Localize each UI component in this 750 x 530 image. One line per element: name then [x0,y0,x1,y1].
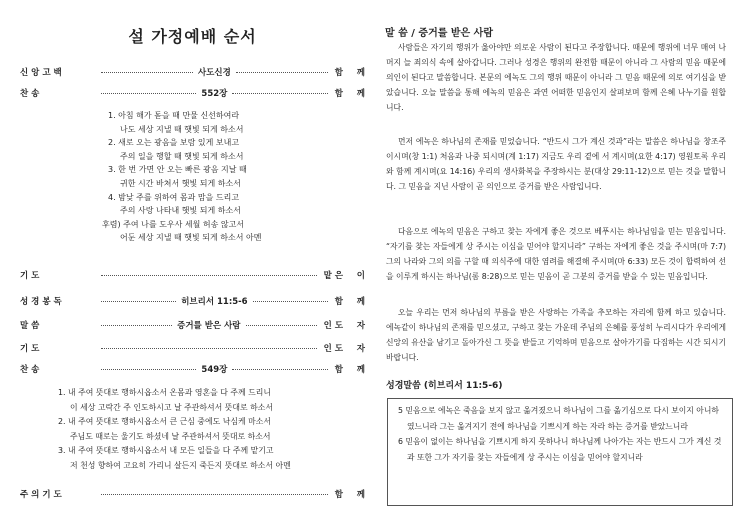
order-label: 주 의 기 도 [20,490,62,500]
hymn-line: 4. 밤낮 주를 위하여 몸과 맘을 드리고 [108,192,240,202]
hymn-line: 저 천성 향하여 고요히 가리니 살든지 죽든지 뜻대로 하소서 아멘 [70,460,291,470]
order-label: 성 경 봉 독 [20,297,62,307]
leader-dots [101,494,328,495]
order-row-hymn-2 [20,362,365,376]
order-label: 말 씀 [20,321,40,331]
order-row-confession [20,65,365,79]
order-performer-end: 자 [356,321,366,331]
hymn-line: 주의 일을 행할 때 햇빛 되게 하소서 [120,151,244,161]
hymn-line: 주님도 때로는 울기도 하셨네 날 주관하셔서 뜻대로 하소서 [70,431,271,441]
order-performer: 맡 은 [323,271,343,281]
hymn-line: 어둔 세상 지낼 때 햇빛 되게 하소서 아멘 [120,233,262,243]
order-performer: 함 [334,89,343,99]
scripture-verse: 6 믿음이 없이는 하나님을 기쁘시게 하지 못하나니 하나님께 나아가는 자는 반드시 그가 계신 것과 또한 그가 자기를 찾는 자들에게 상 주시는 이심을 믿어야 할지니라 [398,437,722,462]
leader-dots [232,93,327,94]
order-performer-end: 께 [356,68,366,78]
leader-dots [101,348,317,349]
leader-dots [101,275,317,276]
order-label: 기 도 [20,271,40,281]
leader-dots [101,369,196,370]
order-item: 549장 [201,365,228,375]
hymn-line: 1. 내 주여 뜻대로 행하시옵소서 온몸과 영혼을 다 주께 드리니 [58,388,272,397]
order-item: 552장 [201,89,228,99]
order-row-prayer [20,268,365,282]
sermon-paragraph: 먼저 에녹은 하나님의 존재를 믿었습니다. “반드시 그가 계신 것과”라는 말씀은 하나님을 창조주이시며(창 1:1) 처음과 나중 되시며(계 1:17) 지금도 우리 곁에 서 계시며(요한 4:17) 영원토록 우리와 함께 계시며(요 14:16) 우리의 생사화복을 주장하시는 분(대상 29:11-12)으로 믿는 것을 말합니다. 그 믿음을 지닌 사람이 곧 의인으로 증거를 받은 사람입니다. [386,137,726,192]
leader-dots [101,325,172,326]
hymn-line: 2. 새로 오는 광음을 보람 있게 보내고 [108,138,240,148]
order-performer-end: 께 [356,490,365,500]
order-performer-end: 께 [356,365,365,375]
order-row-prayer-2 [20,341,365,355]
hymn-line: 2. 내 주여 뜻대로 행하시옵소서 큰 근심 중에도 낙심케 마소서 [58,417,272,427]
hymn-line: 1. 아침 해가 돋을 때 만물 신선하여라 [108,111,240,120]
order-performer: 함 [334,490,343,500]
order-row-reading [20,294,365,308]
scripture-verse: 5 믿음으로 에녹은 죽음을 보지 않고 옮겨졌으니 하나님이 그를 옮기심으로 다시 보이지 아니하였느니라 그는 옮겨지기 전에 하나님을 기쁘시게 하는 자라 하는 증거를 받았느니라 [398,406,719,431]
order-item: 증거를 받은 사람 [177,321,241,331]
hymn-549-lyrics [58,386,291,474]
hymn-line: 나도 세상 지낼 때 햇빛 되게 하소서 [120,124,244,134]
scripture-box [387,398,733,506]
leader-dots [236,72,328,73]
order-performer: 인 도 [323,344,343,354]
order-label: 신 앙 고 백 [20,68,62,78]
sermon-paragraph: 사람들은 자기의 행위가 옳아야만 의로운 사람이 된다고 주장합니다. 때문에 행위에 너무 매여 나머지 늘 죄의식 속에 살아갑니다. 그러나 성경은 행위의 완전함 때문이 아니라 그 사람의 믿음 때문에 의인이 된다고 말씀합니다. 본문의 에녹도 그의 행위 때문이 아니라 그 믿음 때문에 의로 여기심을 받았습니다. 오늘 말씀을 통해 에녹의 믿음은 과연 어떠한 믿음인지 살펴보며 함께 은혜 나누기를 원합니다. [386,43,726,113]
order-label: 찬 송 [20,89,40,99]
order-performer: 함 [334,68,344,78]
order-performer-end: 께 [356,297,366,307]
leader-dots [101,93,196,94]
leader-dots [232,369,327,370]
order-performer-end: 이 [356,271,365,281]
order-label: 기 도 [20,344,40,354]
order-performer: 함 [334,297,344,307]
hymn-line: 후렴) 주여 나를 도우사 세월 허송 않고서 [102,219,245,229]
order-performer-end: 자 [356,344,365,354]
order-performer: 함 [334,365,343,375]
sermon-heading: 말 씀 / 증거를 받은 사람 [385,28,493,39]
leader-dots [101,301,176,302]
order-row-hymn-1 [20,86,365,100]
sermon-paragraph: 오늘 우리는 먼저 하나님의 부름을 받은 사랑하는 가족을 추모하는 자리에 함께 하고 있습니다. 에녹같이 하나님의 존재를 믿으셨고, 구하고 찾는 가운데 주님의 은혜를 풍성히 누리시다가 우리에게 신앙의 유산을 남기고 돌아가신 그 뜻을 받들고 기억하며 믿음으로 살아가기를 다짐하는 시간 되시기 바랍니다. [386,308,726,363]
order-row-sermon [20,318,365,332]
page-title: 설 가정예배 순서 [128,27,257,46]
scripture-heading: 성경말씀 (히브리서 11:5-6) [386,381,503,391]
order-performer: 인 도 [323,321,344,331]
hymn-line: 귀한 시간 바쳐서 햇빛 되게 하소서 [120,178,241,188]
order-item: 사도신경 [197,68,231,78]
order-performer-end: 께 [356,89,365,99]
order-row-lords-prayer [20,487,365,501]
order-label: 찬 송 [20,365,40,375]
leader-dots [253,301,328,302]
order-item: 히브리서 11:5-6 [181,297,248,307]
hymn-line: 3. 내 주여 뜻대로 행하시옵소서 내 모든 일들을 다 주께 맡기고 [58,446,274,456]
hymn-552-lyrics [102,109,262,245]
hymn-line: 이 세상 고락간 주 인도하시고 날 주관하셔서 뜻대로 하소서 [70,402,274,412]
leader-dots [101,72,193,73]
hymn-line: 주의 사랑 나타내 햇빛 되게 하소서 [120,206,241,216]
hymn-line: 3. 한 번 가면 안 오는 빠른 광음 지날 때 [108,165,247,175]
leader-dots [246,325,317,326]
sermon-paragraph: 다음으로 에녹의 믿음은 구하고 찾는 자에게 좋은 것으로 베푸시는 하나님임을 믿는 믿음입니다. “자기를 찾는 자들에게 상 주시는 이심을 믿어야 할지니라” 구하는 자에게 좋은 것을 주시며(마 7:7) 그의 나라와 그의 의를 구할 때 의식주에 대한 염려를 해결해 주시며(마 6:33) 모든 것이 합력하여 선을 이루게 하시는 하나님(롬 8:28)으로 믿는 믿음이 곧 그분의 증거를 받을 수 있는 믿음입니다. [386,227,726,282]
